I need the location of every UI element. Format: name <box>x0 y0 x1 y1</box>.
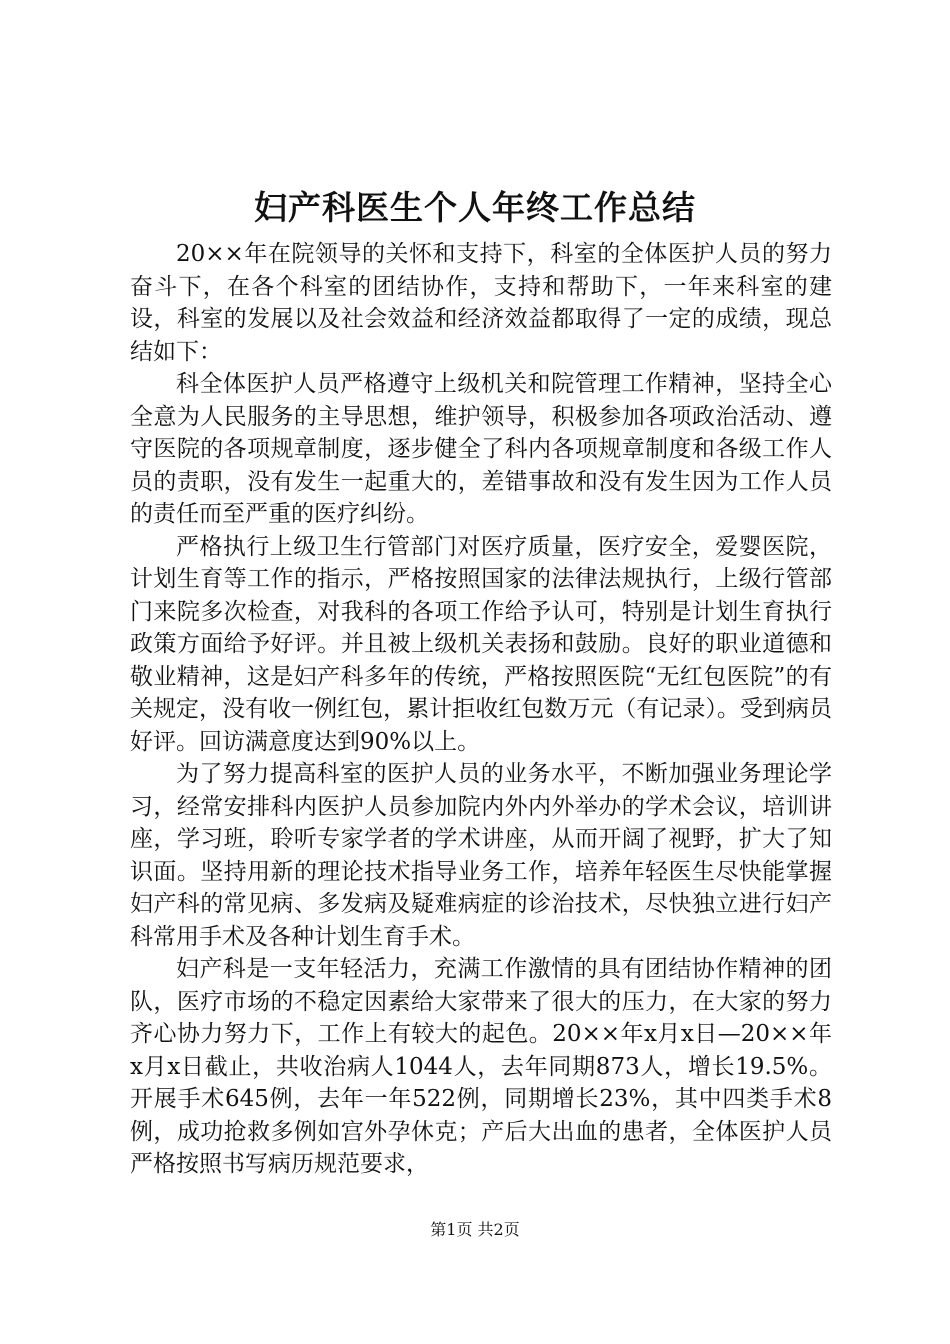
body-paragraph: 为了努力提高科室的医护人员的业务水平，不断加强业务理论学习，经常安排科内医护人员参加院内外内外举办的学术会议，培训讲座，学习班，聆听专家学者的学术讲座，从而开阔了视野，扩大了知识面。坚持用新的理论技术指导业务工作，培养年轻医生尽快能掌握妇产科的常见病、多发病及疑难病症的诊治技术，尽快独立进行妇产科常用手术及各种计划生育手术。 <box>130 761 832 950</box>
document-title: 妇产科医生个人年终工作总结 <box>254 188 696 227</box>
body-paragraph: 20××年在院领导的关怀和支持下，科室的全体医护人员的努力奋斗下，在各个科室的团结协作，支持和帮助下，一年来科室的建设，科室的发展以及社会效益和经济效益都取得了一定的成绩，现总结如下： <box>130 241 832 365</box>
document-body <box>130 238 832 1181</box>
page-number-footer: 第1页 共2页 <box>430 1220 520 1239</box>
body-paragraph: 妇产科是一支年轻活力，充满工作激情的具有团结协作精神的团队，医疗市场的不稳定因素给大家带来了很大的压力，在大家的努力齐心协力努力下，工作上有较大的起色。20××年x月x日—20××年x月x日截止，共收治病人1044人，去年同期873人，增长19.5%。开展手术645例，去年一年522例，同期增长23%，其中四类手术8例，成功抢救多例如宫外孕休克；产后大出血的患者，全体医护人员严格按照书写病历规范要求， <box>130 956 832 1177</box>
body-paragraph: 科全体医护人员严格遵守上级机关和院管理工作精神，坚持全心全意为人民服务的主导思想，维护领导，积极参加各项政治活动、遵守医院的各项规章制度，逐步健全了科内各项规章制度和各级工作人员的责职，没有发生一起重大的，差错事故和没有发生因为工作人员的责任而至严重的医疗纠纷。 <box>130 371 832 527</box>
body-paragraph: 严格执行上级卫生行管部门对医疗质量，医疗安全，爱婴医院，计划生育等工作的指示，严格按照国家的法律法规执行，上级行管部门来院多次检查，对我科的各项工作给予认可，特别是计划生育执行政策方面给予好评。并且被上级机关表扬和鼓励。良好的职业道德和敬业精神，这是妇产科多年的传统，严格按照医院“无红包医院”的有关规定，没有收一例红包，累计拒收红包数万元（有记录）。受到病员好评。回访满意度达到90%以上。 <box>130 533 832 755</box>
